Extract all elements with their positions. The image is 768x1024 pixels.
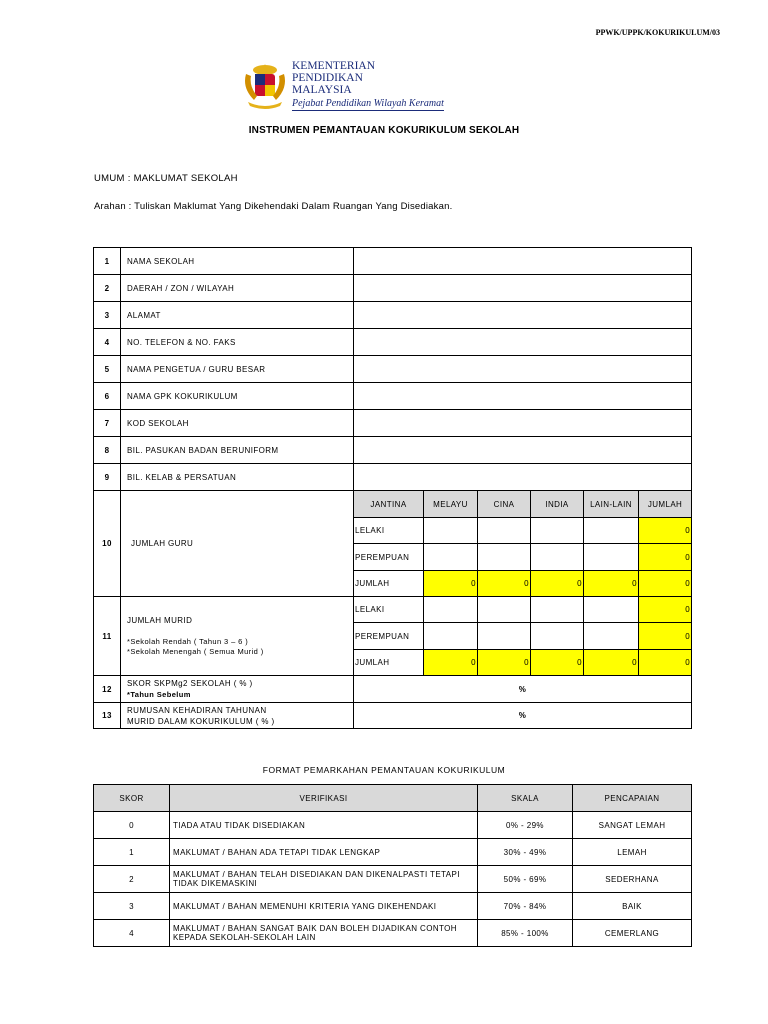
percent-field[interactable]: % [354,703,692,729]
score-cell: 3 [94,893,170,920]
field-value-cell[interactable] [354,248,692,275]
total-cell: 0 [639,623,692,650]
count-input-cell[interactable] [584,518,639,544]
total-cell: 0 [639,571,692,597]
gender-label: PEREMPUAN [354,623,424,650]
scoring-format-table [93,784,692,947]
achievement-cell: CEMERLANG [573,920,692,947]
gender-label: JUMLAH [354,650,424,676]
scale-cell: 70% - 84% [478,893,573,920]
count-input-cell[interactable] [478,518,531,544]
field-label [121,676,354,703]
gender-label: PEREMPUAN [354,544,424,571]
achievement-cell: LEMAH [573,839,692,866]
row-number: 11 [94,597,121,676]
table-row [94,329,692,356]
field-value-cell[interactable] [354,356,692,383]
table-row [94,248,692,275]
table-row [94,703,692,729]
total-cell: 0 [639,650,692,676]
section-heading: UMUM : MAKLUMAT SEKOLAH [94,173,238,184]
sum-cell: 0 [584,650,639,676]
count-input-cell[interactable] [584,597,639,623]
field-label: ALAMAT [121,302,354,329]
table-row [94,812,692,839]
gender-label: JUMLAH [354,571,424,597]
column-header: INDIA [531,491,584,518]
count-input-cell[interactable] [531,623,584,650]
table-row [94,920,692,947]
office-name: Pejabat Pendidikan Wilayah Keramat [292,98,444,109]
field-label: KOD SEKOLAH [121,410,354,437]
sum-cell: 0 [584,571,639,597]
table-row [94,410,692,437]
sum-cell: 0 [424,650,478,676]
row-number: 5 [94,356,121,383]
row-number: 3 [94,302,121,329]
field-value-cell[interactable] [354,275,692,302]
field-label: BIL. KELAB & PERSATUAN [121,464,354,491]
label-line: SKOR SKPMg2 SEKOLAH ( % ) [127,679,253,688]
guru-label: JUMLAH GURU [131,539,194,548]
field-value-cell[interactable] [354,383,692,410]
note: *Sekolah Rendah ( Tahun 3 – 6 ) [127,636,249,646]
count-input-cell[interactable] [531,544,584,571]
table-row [94,437,692,464]
table-row [94,893,692,920]
murid-label: JUMLAH MURID [127,615,193,625]
score-cell: 0 [94,812,170,839]
field-label: NAMA PENGETUA / GURU BESAR [121,356,354,383]
count-input-cell[interactable] [478,597,531,623]
total-cell: 0 [639,518,692,544]
field-label: NO. TELEFON & NO. FAKS [121,329,354,356]
total-cell: 0 [639,597,692,623]
count-input-cell[interactable] [584,544,639,571]
row-number: 13 [94,703,121,729]
scale-cell: 0% - 29% [478,812,573,839]
table-row [94,785,692,812]
document-reference: PPWK/UPPK/KOKURIKULUM/03 [595,28,720,37]
label-line: MURID DALAM KOKURIKULUM ( % ) [127,716,275,726]
instruction-text: Arahan : Tuliskan Maklumat Yang Dikehendaki Dalam Ruangan Yang Disediakan. [94,201,453,212]
row-number: 6 [94,383,121,410]
gender-label: LELAKI [354,518,424,544]
label-line: *Tahun Sebelum [127,690,191,699]
field-label: NAMA SEKOLAH [121,248,354,275]
score-cell: 4 [94,920,170,947]
score-cell: 1 [94,839,170,866]
field-value-cell[interactable] [354,410,692,437]
row-number: 1 [94,248,121,275]
field-label: DAERAH / ZON / WILAYAH [121,275,354,302]
count-input-cell[interactable] [424,544,478,571]
score-cell: 2 [94,866,170,893]
field-label: NAMA GPK KOKURIKULUM [121,383,354,410]
school-info-table [93,247,692,729]
field-value-cell[interactable] [354,302,692,329]
verification-cell: MAKLUMAT / BAHAN SANGAT BAIK DAN BOLEH DIJADIKAN CONTOH KEPADA SEKOLAH-SEKOLAH LAIN [170,920,478,947]
scale-cell: 85% - 100% [478,920,573,947]
label-line: RUMUSAN KEHADIRAN TAHUNAN [127,705,267,715]
column-header: CINA [478,491,531,518]
column-header: SKOR [94,785,170,812]
count-input-cell[interactable] [584,623,639,650]
row-number: 7 [94,410,121,437]
field-label [121,491,354,597]
row-number: 9 [94,464,121,491]
count-input-cell[interactable] [478,544,531,571]
ministry-logo [240,58,480,118]
page-title: INSTRUMEN PEMANTAUAN KOKURIKULUM SEKOLAH [248,125,520,136]
field-value-cell[interactable] [354,464,692,491]
count-input-cell[interactable] [478,623,531,650]
count-input-cell[interactable] [531,597,584,623]
field-value-cell[interactable] [354,437,692,464]
table-row [94,866,692,893]
total-cell: 0 [639,544,692,571]
verification-cell: MAKLUMAT / BAHAN ADA TETAPI TIDAK LENGKAP [170,839,478,866]
table-row [94,676,692,703]
field-label: BIL. PASUKAN BADAN BERUNIFORM [121,437,354,464]
sum-cell: 0 [478,571,531,597]
sum-cell: 0 [531,571,584,597]
table-row [94,275,692,302]
achievement-cell: SEDERHANA [573,866,692,893]
field-label [121,703,354,729]
count-input-cell[interactable] [424,623,478,650]
row-number: 8 [94,437,121,464]
table-row [94,464,692,491]
table-row [94,597,692,623]
verification-cell: TIADA ATAU TIDAK DISEDIAKAN [170,812,478,839]
column-header: JANTINA [354,491,424,518]
field-label [121,597,354,676]
sum-cell: 0 [531,650,584,676]
table-row [94,839,692,866]
achievement-cell: BAIK [573,893,692,920]
row-number: 2 [94,275,121,302]
count-input-cell[interactable] [424,518,478,544]
scale-cell: 30% - 49% [478,839,573,866]
sum-cell: 0 [424,571,478,597]
row-number: 12 [94,676,121,703]
gender-label: LELAKI [354,597,424,623]
note: *Sekolah Menengah ( Semua Murid ) [127,646,264,656]
sum-cell: 0 [478,650,531,676]
column-header: SKALA [478,785,573,812]
table-row [94,491,692,518]
table-row [94,302,692,329]
coat-of-arms-icon [240,60,290,110]
field-value-cell[interactable] [354,329,692,356]
column-header: VERIFIKASI [170,785,478,812]
scale-cell: 50% - 69% [478,866,573,893]
ministry-name: KEMENTERIAN PENDIDIKAN MALAYSIA [292,60,376,96]
column-header: PENCAPAIAN [573,785,692,812]
column-header: MELAYU [424,491,478,518]
count-input-cell[interactable] [424,597,478,623]
percent-field[interactable]: % [354,676,692,703]
verification-cell: MAKLUMAT / BAHAN TELAH DISEDIAKAN DAN DIKENALPASTI TETAPI TIDAK DIKEMASKINI [170,866,478,893]
column-header: JUMLAH [639,491,692,518]
count-input-cell[interactable] [531,518,584,544]
verification-cell: MAKLUMAT / BAHAN MEMENUHI KRITERIA YANG DIKEHENDAKI [170,893,478,920]
row-number: 4 [94,329,121,356]
format-title: FORMAT PEMARKAHAN PEMANTAUAN KOKURIKULUM [262,765,506,775]
column-header: LAIN-LAIN [584,491,639,518]
table-row [94,356,692,383]
table-row [94,383,692,410]
row-number: 10 [94,491,121,597]
achievement-cell: SANGAT LEMAH [573,812,692,839]
